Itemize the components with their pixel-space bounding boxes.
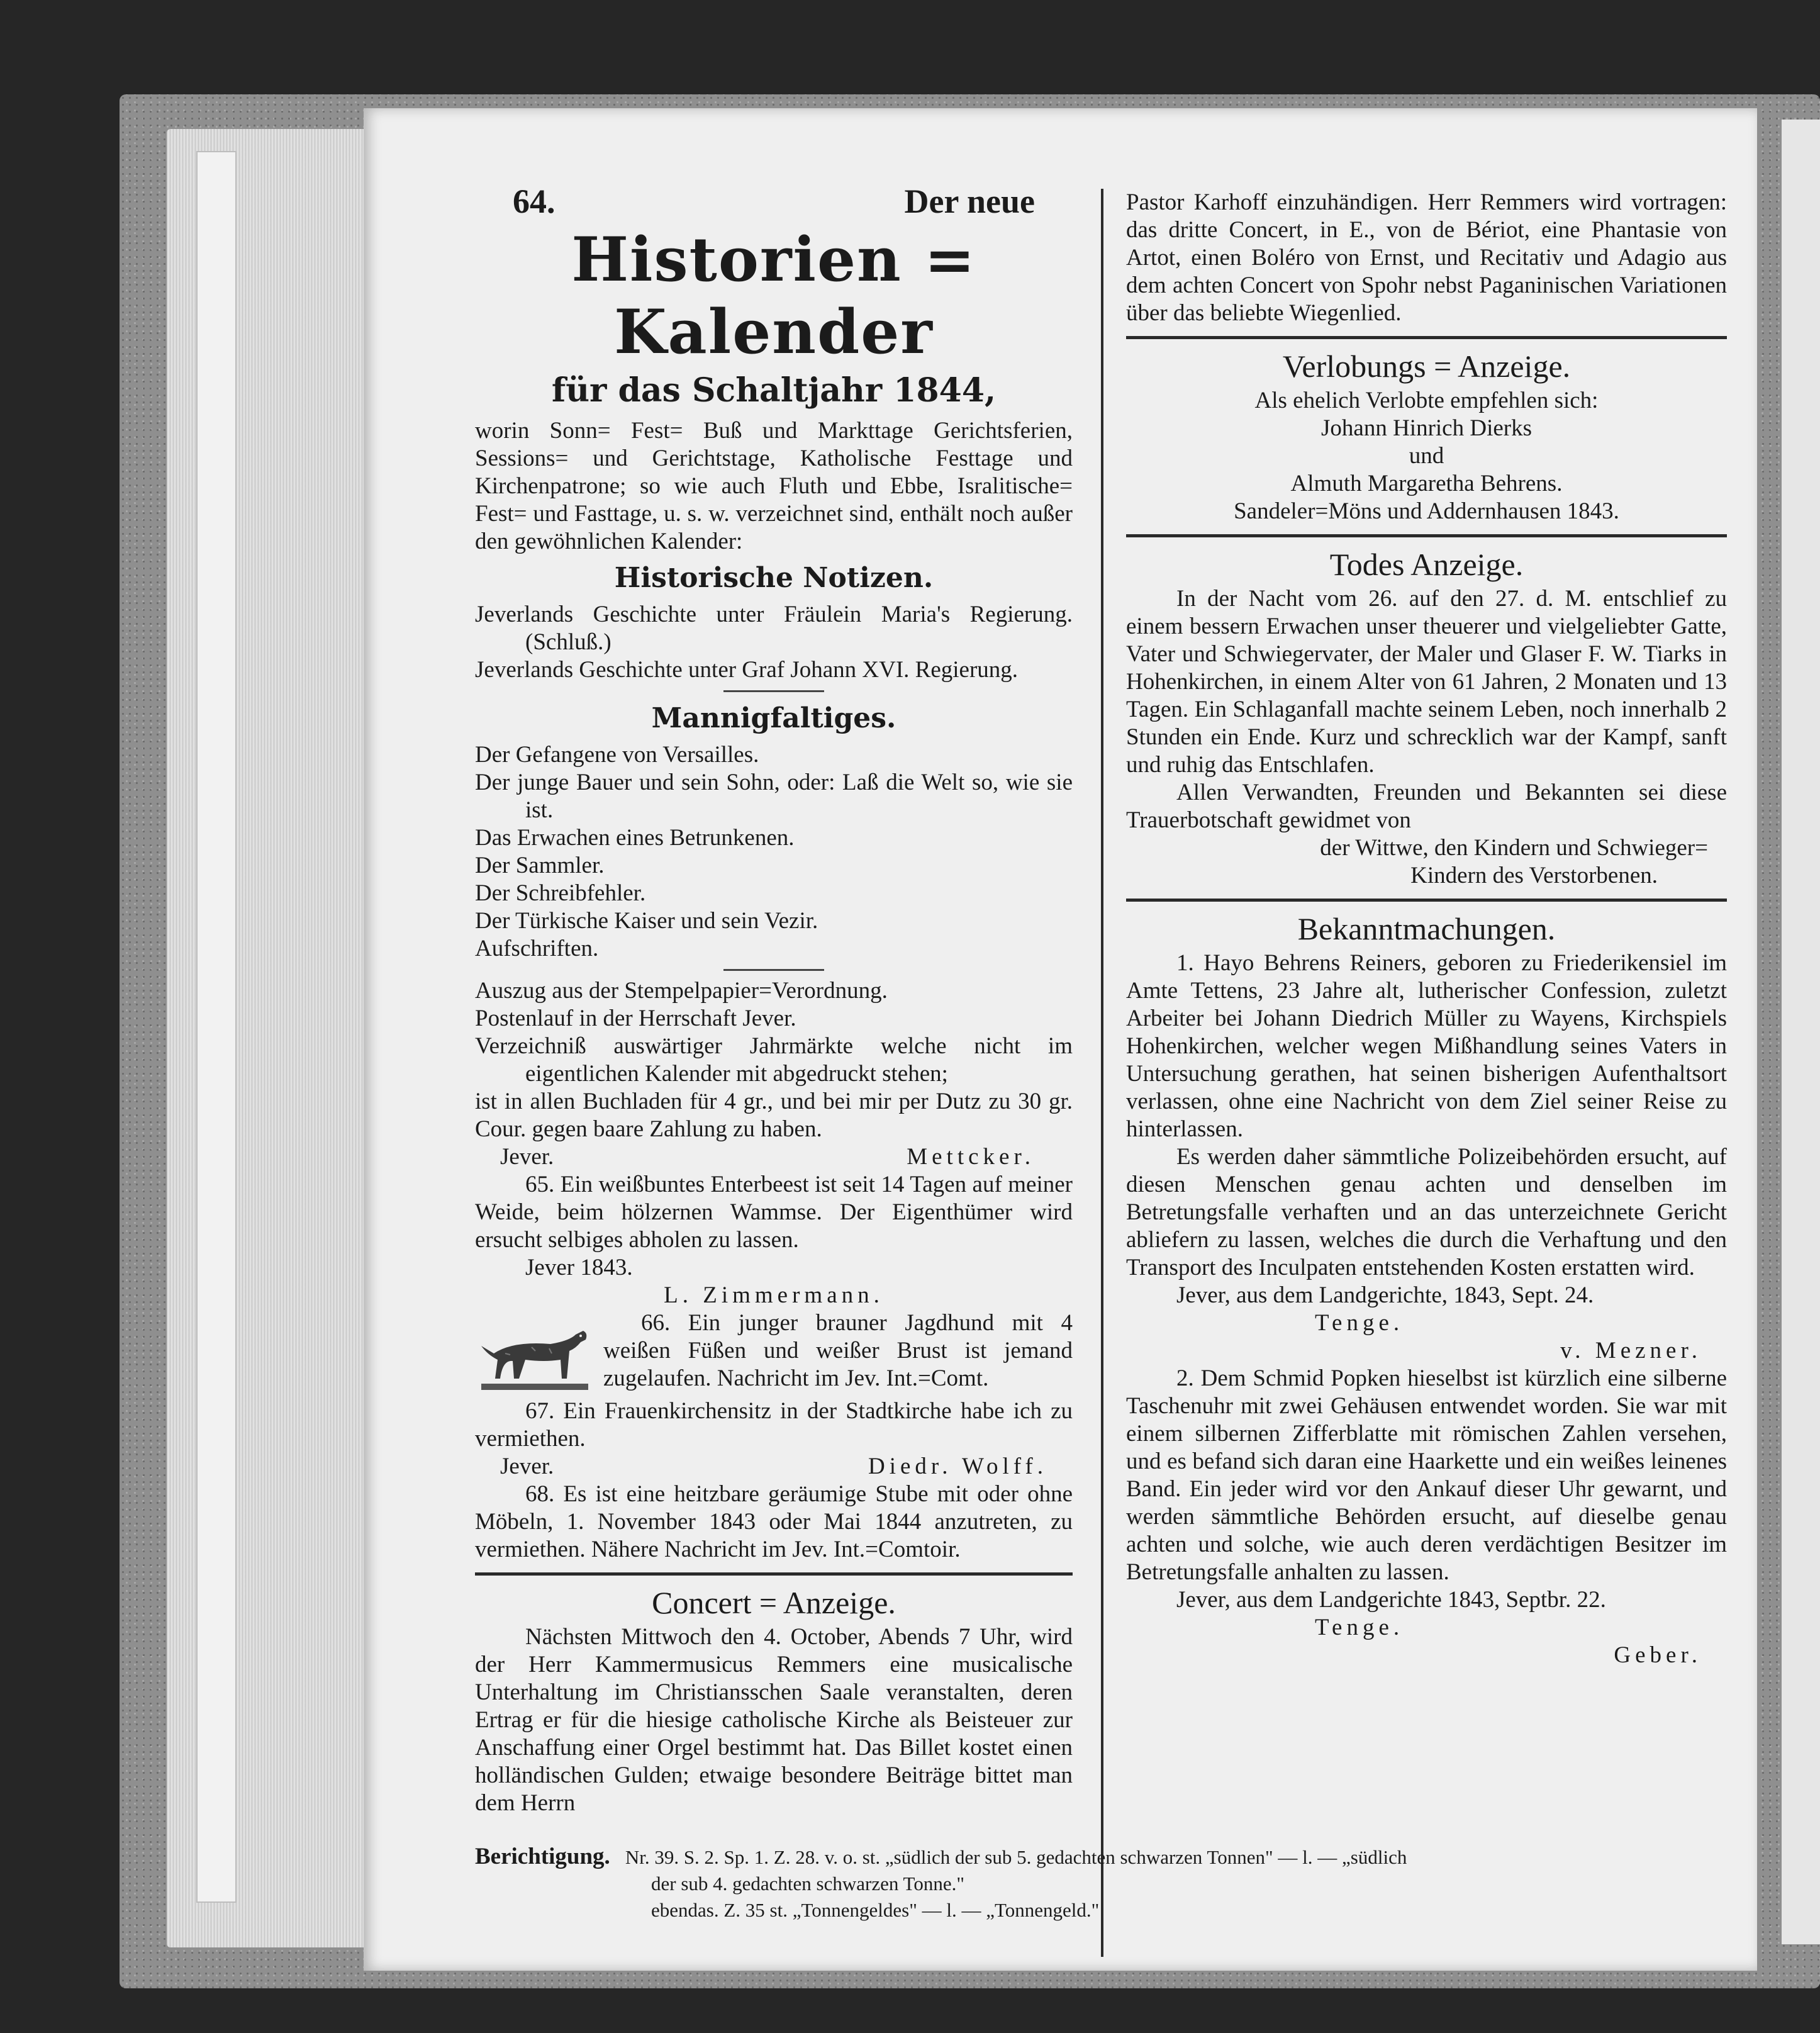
signature-line (475, 1453, 1073, 1481)
mannigfaltiges-heading: Mannigfaltiges. (651, 702, 896, 734)
section-rule (475, 1572, 1073, 1576)
bekannt-signer: Geber. (1614, 1642, 1702, 1668)
facing-page-edge (1782, 120, 1820, 1944)
calendar-header (475, 179, 1073, 223)
misc-item: Auszug aus der Stempelpapier=Verordnung. (475, 978, 888, 1004)
left-column (475, 179, 1073, 1817)
signature-line (475, 1143, 1073, 1171)
verlobung-line: Als ehelich Verlobte empfehlen sich: (1254, 388, 1599, 413)
signer: Diedr. Wolff. (868, 1453, 1047, 1479)
mannigfaltiges-item: Aufschriften. (475, 936, 599, 961)
verlobung-name: Almuth Margaretha Behrens. (1290, 471, 1563, 496)
ad-number: 64. (513, 182, 555, 220)
ad-65-text: 65. Ein weißbuntes Enterbeest ist seit 14 Tagen auf meiner Weide, beim hölzernen Wammse. Der Eigenthümer wird ersucht selbiges abholen zu lassen. (475, 1172, 1073, 1253)
concert-text: Nächsten Mittwoch den 4. October, Abends 7 Uhr, wird der Herr Kammermusicus Remmers eine musicalische Unterhaltung im Christiansschen Saale veranstalten, deren Ertrag er für die hiesige catholische Kirche als Beisteuer zur Anschaffung einer Orgel bestimmt hat. Das Billet kostet einen holländischen Gulden; etwaige besondere Beiträge bittet man dem Herrn (475, 1624, 1073, 1816)
place: Jever. (500, 1144, 554, 1170)
hunting-dog-icon (475, 1309, 595, 1397)
historische-item: Jeverlands Geschichte unter Fräulein Maria's Regierung. (Schluß.) (475, 602, 1073, 655)
todes-text: In der Nacht vom 26. auf den 27. d. M. entschlief zu einem bessern Erwachen unser theuerer und vielgeliebter Gatte, Vater und Schwiegervater, der Maler und Glaser F. W. Tiarks in Hohenkirchen, in einem Alter von 61 Jahren, 2 Monaten und 13 Tagen. Ein Schlaganfall machte seinem Leben, noch innerhalb 2 Stunden ein Ende. Kurz und schrecklich war der Kampf, sanft und ruhig das Entschlafen. (1126, 586, 1727, 778)
right-column (1126, 189, 1727, 1669)
historische-heading: Historische Notizen. (614, 562, 934, 594)
bekannt-heading: Bekanntmachungen. (1297, 911, 1556, 946)
todes-signature: der Wittwe, den Kindern und Schwieger= (1320, 835, 1708, 861)
historische-item: Jeverlands Geschichte unter Graf Johann XVI. Regierung. (475, 657, 1019, 683)
place: Jever. (500, 1453, 554, 1479)
berichtigung-line: ebendas. Z. 35 st. „Tonnengeldes" — l. — „Tonnengeld." (651, 1899, 1100, 1921)
column-divider (1101, 189, 1103, 1957)
bekannt-signer: Tenge. (1315, 1310, 1404, 1336)
ad-66 (475, 1309, 1073, 1397)
section-rule (1126, 534, 1727, 537)
calendar-title: Historien = Kalender (571, 224, 976, 367)
misc-item: Verzeichniß auswärtiger Jahrmärkte welche nicht im eigentlichen Kalender mit abgedruckt stehen; (475, 1033, 1073, 1087)
mannigfaltiges-item: Der Sammler. (475, 853, 605, 878)
mannigfaltiges-item: Der junge Bauer und sein Sohn, oder: Laß die Welt so, wie sie ist. (475, 770, 1073, 823)
todes-text: Allen Verwandten, Freunden und Bekannten sei diese Trauerbotschaft gewidmet von (1126, 780, 1727, 833)
short-divider (723, 690, 824, 692)
calendar-intro: worin Sonn= Fest= Buß und Markttage Gerichtsferien, Sessions= und Gerichtstage, Katholische Festtage und Kirchenpatrone; so wie auch Fluth und Ebbe, Isralitische= Fest= und Fasttage, u. s. w. verzeichnet sind, enthält noch außer den gewöhnlichen Kalender: (475, 418, 1073, 554)
section-rule (1126, 899, 1727, 902)
flyleaf (196, 151, 237, 1903)
section-rule (1126, 336, 1727, 339)
misc-item: Postenlauf in der Herrschaft Jever. (475, 1005, 796, 1031)
bekannt-signer: v. Mezner. (1560, 1338, 1702, 1364)
ad-68-text: 68. Es ist eine heitzbare geräumige Stube mit oder ohne Möbeln, 1. November 1843 oder Mai 1844 anzutreten, zu vermiethen. Nähere Nachricht im Jev. Int.=Comtoir. (475, 1481, 1073, 1562)
short-divider (723, 969, 824, 971)
mannigfaltiges-item: Der Schreibfehler. (475, 880, 646, 906)
bekannt-item: Es werden daher sämmtliche Polizeibehörden ersucht, auf diesen Menschen genau achten und denselben im Betretungsfalle verhaften und an das unterzeichnete Gericht abliefern zu lassen, welches die durch die Verhaftung und den Transport des Inculpaten entstehenden Kosten erstatten wird. (1126, 1144, 1727, 1280)
verlobung-place: Sandeler=Möns und Addernhausen 1843. (1234, 498, 1619, 524)
price-note: ist in allen Buchladen für 4 gr., und bei mir per Dutz zu 30 gr. Cour. gegen baare Zahlung zu haben. (475, 1089, 1073, 1142)
mannigfaltiges-item: Der Gefangene von Versailles. (475, 742, 759, 768)
bekannt-item: 1. Hayo Behrens Reiners, geboren zu Friederikensiel im Amte Tettens, 23 Jahre alt, lutherischer Confession, zuletzt Arbeiter bei Johann Diedrich Müller zu Wayens, Kirchspiels Hohenkirchen, welcher wegen Mißhandlung seines Vaters in Untersuchung gerathen, hat seinen bisherigen Aufenthaltsort verlassen, ohne eine Nachricht von dem Ziel seiner Reise zu hinterlassen. (1126, 950, 1727, 1142)
calendar-subtitle: für das Schaltjahr 1844, (551, 371, 997, 410)
mannigfaltiges-item: Der Türkische Kaiser und sein Vezir. (475, 908, 818, 934)
berichtigung (475, 1844, 1733, 1924)
bekannt-item: 2. Dem Schmid Popken hieselbst ist kürzlich eine silberne Taschenuhr mit zwei Gehäusen entwendet worden. Sie war mit einem silbernen Zifferblatte mit römischen Zahlen versehen, und es befand sich daran eine Haarkette und ein weißes leinenes Band. Ein jeder wird vor den Ankauf dieser Uhr gewarnt, und werden sämmtliche Behörden ersucht, auf dieselbe genau achten und solche, wie auch deren verdächtigen Besitzer im Betretungsfalle anhalten zu lassen. (1126, 1365, 1727, 1585)
bekannt-place: Jever, aus dem Landgerichte, 1843, Sept. 24. (1176, 1282, 1594, 1308)
todes-signature: Kindern des Verstorbenen. (1410, 863, 1658, 888)
verlobung-name: Johann Hinrich Dierks (1321, 415, 1532, 441)
berichtigung-label: Berichtigung. (475, 1844, 610, 1869)
concert-text-cont: Pastor Karhoff einzuhändigen. Herr Remmers wird vortragen: das dritte Concert, in E., von de Bériot, eine Phantasie von Artot, einen Boléro von Ernst, und Recitativ und Adagio aus dem achten Concert von Spohr nebst Paganinischen Variationen über das beliebte Wiegenlied. (1126, 189, 1727, 326)
todes-heading: Todes Anzeige. (1329, 547, 1524, 582)
verlobung-und: und (1409, 443, 1444, 469)
ad-67-text: 67. Ein Frauenkirchensitz in der Stadtkirche habe ich zu vermiethen. (475, 1398, 1073, 1452)
ad-65-place: Jever 1843. (525, 1255, 633, 1280)
mannigfaltiges-item: Das Erwachen eines Betrunkenen. (475, 825, 795, 851)
verlobung-heading: Verlobungs = Anzeige. (1282, 349, 1571, 384)
ad-66-text: 66. Ein junger brauner Jagdhund mit 4 weißen Füßen und weißer Brust ist jemand zugelaufen. Nachricht im Jev. Int.=Comt. (603, 1310, 1073, 1391)
pre-title: Der neue (904, 182, 1035, 220)
bekannt-signer: Tenge. (1315, 1615, 1404, 1640)
ad-65-signer: L. Zimmermann. (664, 1282, 884, 1308)
concert-heading: Concert = Anzeige. (652, 1585, 896, 1620)
signer: Mettcker. (907, 1144, 1035, 1170)
berichtigung-line: Berichtigung. Nr. 39. S. 2. Sp. 1. Z. 28. v. o. st. „südlich der sub 5. gedachten schwarzen Tonnen" — l. — „südlich (475, 1844, 1407, 1869)
bekannt-place: Jever, aus dem Landgerichte 1843, Septbr. 22. (1176, 1587, 1606, 1613)
berichtigung-line: der sub 4. gedachten schwarzen Tonne." (651, 1873, 964, 1895)
